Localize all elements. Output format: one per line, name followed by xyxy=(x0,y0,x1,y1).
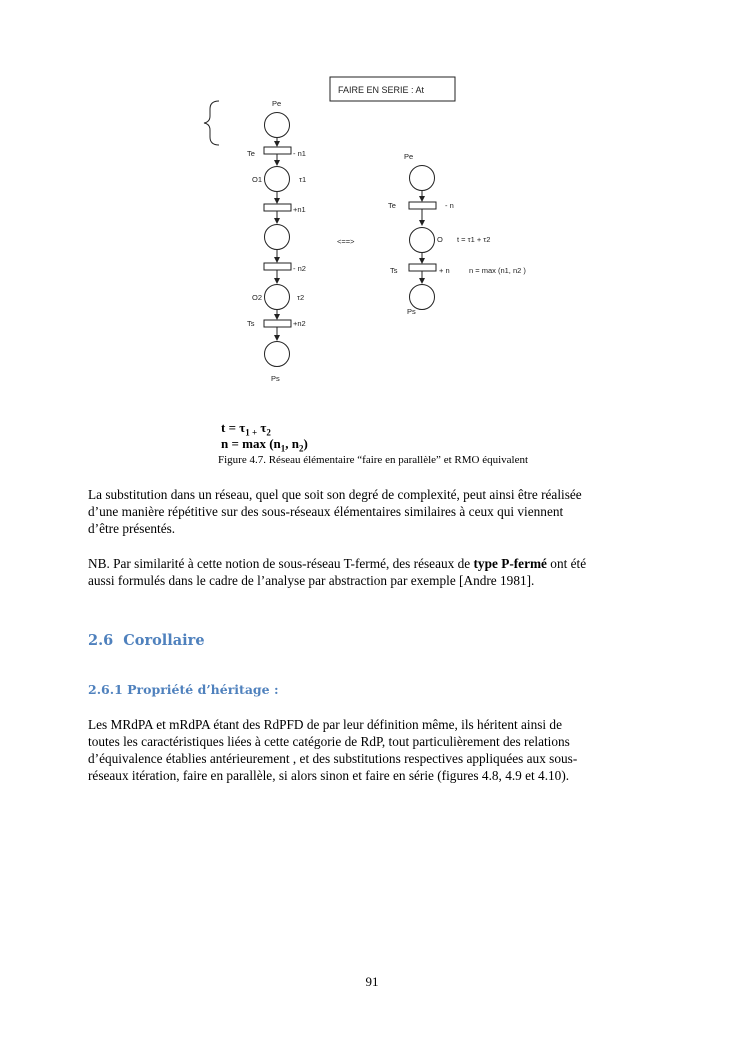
right-n-formula: n = max (n1, n2 ) xyxy=(469,266,526,275)
right-place-ps xyxy=(410,285,435,310)
left-te-weight: - n1 xyxy=(293,149,306,158)
paragraph-heritage: Les MRdPA et mRdPA étant des RdPFD de par leur définition même, ils héritent ainsi de toutes les caractéristiques liées à cette catégorie de RdP, tout particulièrement des relations d’équivalence établies antérieurement , et des substitutions respectives appliquées aux sous- réseaux itération, faire en parallèle, si alors sinon et faire en série (figures 4.8, 4.9 et 4.10). xyxy=(88,717,578,783)
left-o1-label: O1 xyxy=(252,175,263,184)
right-ts-label: Ts xyxy=(390,266,398,275)
right-ts-weight: + n xyxy=(439,266,450,275)
left-ts-label: Ts xyxy=(247,319,255,328)
subsection-heading: 2.6.1 Propriété d’héritage : xyxy=(88,682,279,697)
left-place-pe xyxy=(265,113,290,138)
paragraph-nb: NB. Par similarité à cette notion de sous-réseau T-fermé, des réseaux de type P-fermé ont été aussi formulés dans le cadre de l’analyse par abstraction par exemple [Andre 1981]. xyxy=(88,556,587,588)
left-place-o1 xyxy=(265,167,290,192)
left-transition-te xyxy=(264,147,291,154)
curly-brace xyxy=(204,101,219,145)
figure-caption: Figure 4.7. Réseau élémentaire “faire en parallèle” et RMO équivalent xyxy=(218,454,529,466)
section-heading: 2.6 Corollaire xyxy=(88,632,205,649)
left-o2-time: τ2 xyxy=(297,293,305,302)
petri-net-figure xyxy=(0,0,744,420)
equivalence-arrow: <==> xyxy=(337,237,355,246)
right-transition-ts xyxy=(409,264,436,271)
right-o-label: O xyxy=(437,235,443,244)
right-te-weight: - n xyxy=(445,201,454,210)
left-transition-2 xyxy=(264,204,291,211)
paragraph-substitution: La substitution dans un réseau, quel que soit son degré de complexité, peut ainsi être réalisée d’une manière répétitive sur des sous-réseaux élémentaires similaires à ceux qui viennent d’être présentés. xyxy=(88,487,582,536)
left-place-mid xyxy=(265,225,290,250)
left-te-label: Te xyxy=(247,149,255,158)
right-place-o xyxy=(410,228,435,253)
left-place-o2 xyxy=(265,285,290,310)
left-ts-weight: +n2 xyxy=(293,319,306,328)
left-t2-weight: +n1 xyxy=(293,205,306,214)
left-transition-ts xyxy=(264,320,291,327)
left-place-ps-label: Ps xyxy=(271,374,280,383)
left-o1-time: τ1 xyxy=(299,175,307,184)
formula-t: $t = \tau_{1 +}$ $\tau_2$ xyxy=(221,420,271,438)
left-place-pe-label: Pe xyxy=(272,99,282,108)
right-place-pe xyxy=(410,166,435,191)
left-t3-weight: - n2 xyxy=(293,264,306,273)
right-place-pe-label: Pe xyxy=(404,152,414,161)
right-te-label: Te xyxy=(388,201,396,210)
left-o2-label: O2 xyxy=(252,293,263,302)
page-number: 91 xyxy=(365,974,379,989)
right-o-time: t = τ1 + τ2 xyxy=(457,235,491,244)
right-place-ps-label: Ps xyxy=(407,307,416,316)
right-transition-te xyxy=(409,202,436,209)
left-place-ps xyxy=(265,342,290,367)
title-box-text: FAIRE EN SERIE : At xyxy=(338,85,425,95)
left-transition-3 xyxy=(264,263,291,270)
formula-n: $n = \max (n_1$, $n_2$) xyxy=(221,436,308,454)
